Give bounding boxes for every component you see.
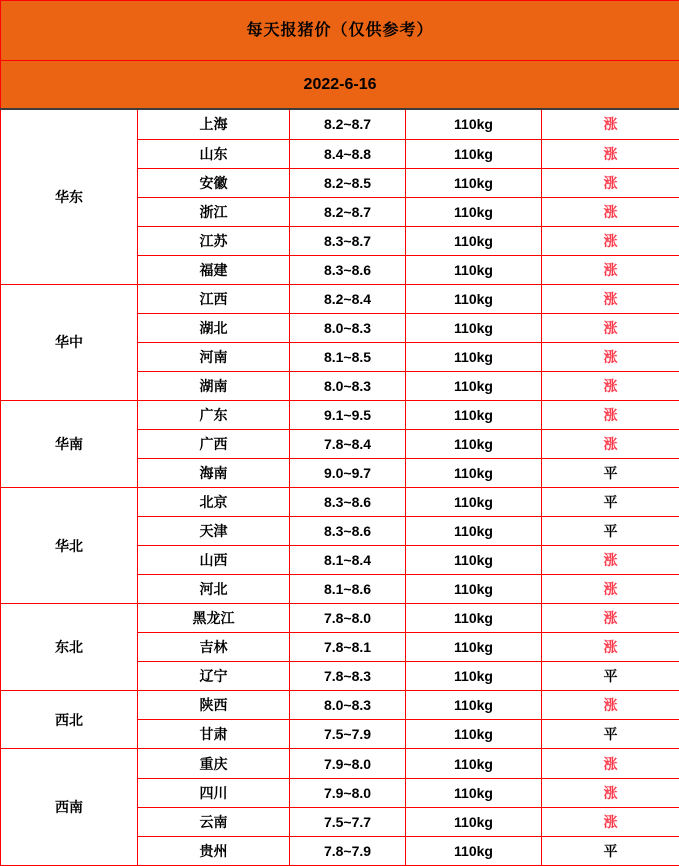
- weight-cell: 110kg: [406, 197, 542, 226]
- trend-cell: 涨: [542, 342, 679, 371]
- weight-cell: 110kg: [406, 662, 542, 691]
- price-cell: 8.2~8.4: [290, 284, 406, 313]
- table-row: [1, 691, 679, 720]
- province-cell: 四川: [138, 778, 290, 807]
- weight-cell: 110kg: [406, 778, 542, 807]
- trend-cell: 平: [542, 459, 679, 488]
- province-cell: 广西: [138, 429, 290, 458]
- weight-cell: 110kg: [406, 604, 542, 633]
- trend-cell: 涨: [542, 109, 679, 139]
- table-row: [1, 400, 679, 429]
- province-cell: 浙江: [138, 197, 290, 226]
- weight-cell: 110kg: [406, 429, 542, 458]
- price-cell: 8.2~8.7: [290, 109, 406, 139]
- trend-cell: 涨: [542, 604, 679, 633]
- price-cell: 8.2~8.5: [290, 168, 406, 197]
- title-row: [1, 1, 679, 61]
- province-cell: 北京: [138, 488, 290, 517]
- province-cell: 甘肃: [138, 720, 290, 749]
- table-row: [1, 604, 679, 633]
- weight-cell: 110kg: [406, 488, 542, 517]
- price-cell: 8.1~8.6: [290, 575, 406, 604]
- price-cell: 7.5~7.7: [290, 807, 406, 836]
- weight-cell: 110kg: [406, 284, 542, 313]
- price-cell: 8.0~8.3: [290, 371, 406, 400]
- trend-cell: 平: [542, 517, 679, 546]
- region-cell-1: 华中: [1, 284, 138, 400]
- weight-cell: 110kg: [406, 342, 542, 371]
- price-cell: 8.3~8.6: [290, 488, 406, 517]
- trend-cell: 涨: [542, 371, 679, 400]
- trend-cell: 涨: [542, 633, 679, 662]
- province-cell: 天津: [138, 517, 290, 546]
- price-cell: 8.2~8.7: [290, 197, 406, 226]
- price-table-body: [1, 109, 679, 866]
- trend-cell: 涨: [542, 284, 679, 313]
- date-row: [1, 61, 679, 109]
- price-cell: 7.8~8.4: [290, 429, 406, 458]
- price-cell: 7.8~7.9: [290, 836, 406, 865]
- trend-cell: 涨: [542, 197, 679, 226]
- trend-cell: 涨: [542, 575, 679, 604]
- weight-cell: 110kg: [406, 691, 542, 720]
- trend-cell: 涨: [542, 313, 679, 342]
- table-row: [1, 109, 679, 139]
- price-cell: 8.0~8.3: [290, 691, 406, 720]
- price-cell: 9.0~9.7: [290, 459, 406, 488]
- price-cell: 8.0~8.3: [290, 313, 406, 342]
- weight-cell: 110kg: [406, 720, 542, 749]
- weight-cell: 110kg: [406, 633, 542, 662]
- region-cell-5: 西北: [1, 691, 138, 749]
- weight-cell: 110kg: [406, 749, 542, 778]
- province-cell: 江苏: [138, 226, 290, 255]
- province-cell: 湖北: [138, 313, 290, 342]
- weight-cell: 110kg: [406, 109, 542, 139]
- weight-cell: 110kg: [406, 255, 542, 284]
- price-cell: 7.9~8.0: [290, 749, 406, 778]
- province-cell: 河北: [138, 575, 290, 604]
- weight-cell: 110kg: [406, 139, 542, 168]
- region-cell-0: 华东: [1, 109, 138, 284]
- price-cell: 7.8~8.3: [290, 662, 406, 691]
- price-cell: 7.8~8.1: [290, 633, 406, 662]
- trend-cell: 涨: [542, 400, 679, 429]
- trend-cell: 平: [542, 488, 679, 517]
- region-cell-3: 华北: [1, 488, 138, 604]
- weight-cell: 110kg: [406, 836, 542, 865]
- price-cell: 8.4~8.8: [290, 139, 406, 168]
- province-cell: 重庆: [138, 749, 290, 778]
- price-cell: 8.3~8.6: [290, 255, 406, 284]
- trend-cell: 涨: [542, 226, 679, 255]
- weight-cell: 110kg: [406, 459, 542, 488]
- trend-cell: 平: [542, 836, 679, 865]
- trend-cell: 涨: [542, 255, 679, 284]
- province-cell: 山西: [138, 546, 290, 575]
- trend-cell: 涨: [542, 168, 679, 197]
- price-cell: 8.1~8.4: [290, 546, 406, 575]
- region-cell-4: 东北: [1, 604, 138, 691]
- page-title: 每天报猪价（仅供参考）: [1, 1, 679, 61]
- province-cell: 黑龙江: [138, 604, 290, 633]
- province-cell: 云南: [138, 807, 290, 836]
- weight-cell: 110kg: [406, 575, 542, 604]
- province-cell: 湖南: [138, 371, 290, 400]
- weight-cell: 110kg: [406, 546, 542, 575]
- province-cell: 辽宁: [138, 662, 290, 691]
- price-cell: 8.3~8.6: [290, 517, 406, 546]
- trend-cell: 平: [542, 720, 679, 749]
- weight-cell: 110kg: [406, 168, 542, 197]
- trend-cell: 涨: [542, 139, 679, 168]
- trend-cell: 涨: [542, 691, 679, 720]
- province-cell: 上海: [138, 109, 290, 139]
- province-cell: 贵州: [138, 836, 290, 865]
- table-row: [1, 749, 679, 778]
- province-cell: 河南: [138, 342, 290, 371]
- trend-cell: 涨: [542, 749, 679, 778]
- trend-cell: 平: [542, 662, 679, 691]
- price-cell: 9.1~9.5: [290, 400, 406, 429]
- trend-cell: 涨: [542, 778, 679, 807]
- price-cell: 7.8~8.0: [290, 604, 406, 633]
- weight-cell: 110kg: [406, 313, 542, 342]
- table-row: [1, 284, 679, 313]
- province-cell: 海南: [138, 459, 290, 488]
- price-cell: 8.1~8.5: [290, 342, 406, 371]
- region-cell-2: 华南: [1, 400, 138, 487]
- province-cell: 陕西: [138, 691, 290, 720]
- trend-cell: 涨: [542, 429, 679, 458]
- weight-cell: 110kg: [406, 371, 542, 400]
- date-label: 2022-6-16: [1, 61, 679, 109]
- region-cell-6: 西南: [1, 749, 138, 866]
- table-row: [1, 488, 679, 517]
- weight-cell: 110kg: [406, 400, 542, 429]
- province-cell: 吉林: [138, 633, 290, 662]
- province-cell: 广东: [138, 400, 290, 429]
- province-cell: 江西: [138, 284, 290, 313]
- weight-cell: 110kg: [406, 807, 542, 836]
- trend-cell: 涨: [542, 546, 679, 575]
- trend-cell: 涨: [542, 807, 679, 836]
- price-cell: 7.9~8.0: [290, 778, 406, 807]
- province-cell: 福建: [138, 255, 290, 284]
- price-cell: 8.3~8.7: [290, 226, 406, 255]
- price-cell: 7.5~7.9: [290, 720, 406, 749]
- province-cell: 安徽: [138, 168, 290, 197]
- weight-cell: 110kg: [406, 517, 542, 546]
- province-cell: 山东: [138, 139, 290, 168]
- weight-cell: 110kg: [406, 226, 542, 255]
